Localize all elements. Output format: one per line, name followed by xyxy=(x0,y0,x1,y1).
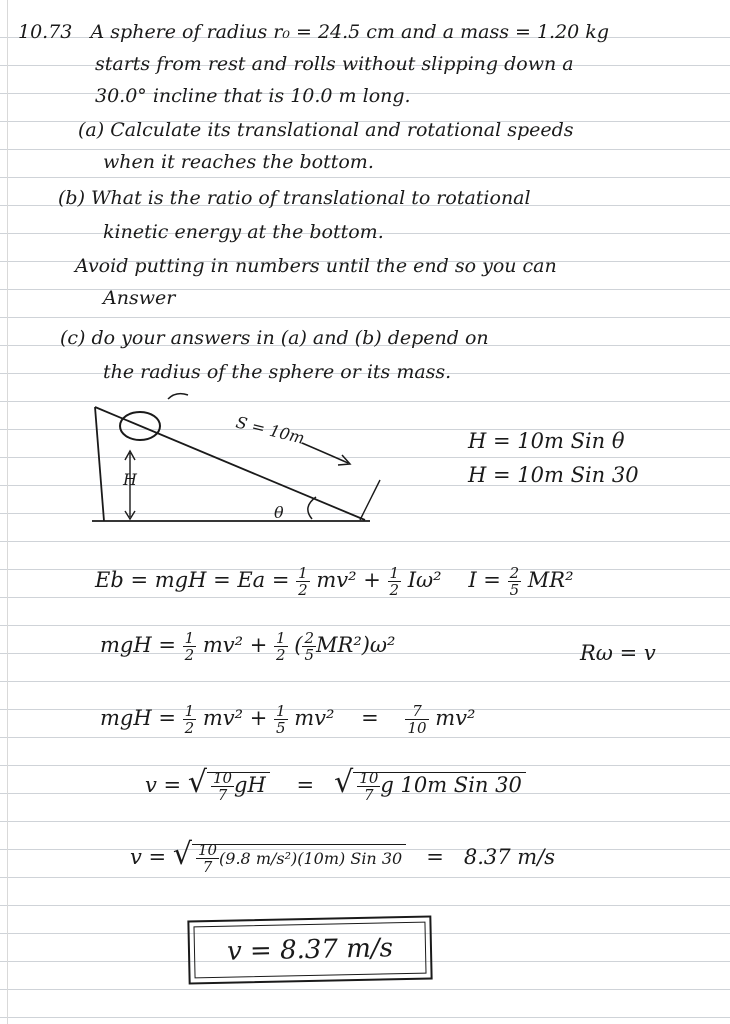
sqrt-body-3 xyxy=(192,841,406,876)
sub-eq-mr: MR²)ω² xyxy=(316,633,396,657)
num-eq-equals: = xyxy=(426,845,444,869)
part-c-line-1: (c) do your answers in (a) and (b) depend on xyxy=(60,327,489,349)
simp-eq-mid2: mv² xyxy=(294,706,335,730)
roll-arrow-icon xyxy=(168,394,188,399)
sqrt-sign-1: √ xyxy=(187,765,207,800)
simplified-equation xyxy=(100,703,475,736)
sqrt-sign-3: √ xyxy=(172,837,192,872)
s-label: S = 10m xyxy=(234,412,307,448)
two-fifths-den: 5 xyxy=(509,581,520,599)
problem-line-3: 30.0° incline that is 10.0 m long. xyxy=(95,85,411,107)
ten-sevenths-1-den: 7 xyxy=(217,786,228,804)
num-eq-left: v = xyxy=(130,845,167,869)
slide-arrow-icon xyxy=(302,443,348,463)
seven-tenths-num: 7 xyxy=(405,703,428,720)
incline-diagram xyxy=(80,385,400,535)
part-a-line-1: (a) Calculate its translational and rotational speeds xyxy=(78,119,574,141)
sub-two-fifths-den: 5 xyxy=(304,646,314,664)
sub-half-1-num: 1 xyxy=(184,629,195,647)
ten-sevenths-1 xyxy=(211,770,234,803)
simp-half-num: 1 xyxy=(184,702,195,720)
velocity-equation xyxy=(145,765,526,804)
part-b-line-1: (b) What is the ratio of translational to rotational xyxy=(58,187,531,209)
incline-surface xyxy=(95,407,365,520)
ten-sevenths-2-den: 7 xyxy=(364,786,374,804)
two-fifths-num: 2 xyxy=(509,564,520,582)
inertia-mr: MR² xyxy=(527,568,574,592)
note-line-1: Avoid putting in numbers until the end so you can xyxy=(75,255,557,277)
energy-eq-left: Eb = mgH = Ea = xyxy=(95,568,297,592)
half-den: 2 xyxy=(298,581,308,599)
simp-fifth xyxy=(274,703,288,736)
seven-tenths-den: 10 xyxy=(407,719,427,737)
sqrt-sign-2: √ xyxy=(334,765,354,800)
h-label: H xyxy=(123,470,137,489)
part-a-line-2: when it reaches the bottom. xyxy=(103,151,374,173)
ten-sevenths-3 xyxy=(196,842,219,875)
half-num-2: 1 xyxy=(389,564,400,582)
simp-half xyxy=(183,703,197,736)
rolling-condition: Rω = v xyxy=(580,641,656,665)
problem-line-1 xyxy=(18,20,609,44)
sub-half-2 xyxy=(274,630,288,663)
vel-eq-gh: gH xyxy=(234,773,266,797)
two-fifths-fraction xyxy=(508,565,522,598)
theta-label: θ xyxy=(274,503,284,522)
seven-tenths xyxy=(405,703,428,736)
answer-box xyxy=(187,915,432,984)
angle-arc xyxy=(308,497,316,519)
problem-line-2: starts from rest and rolls without slipping down a xyxy=(95,53,574,75)
inertia-label: I = xyxy=(468,568,508,592)
half-num: 1 xyxy=(298,564,308,582)
margin-line xyxy=(7,0,8,1024)
sub-two-fifths xyxy=(302,630,316,663)
simp-eq-mid1: mv² + xyxy=(202,706,275,730)
half-fraction xyxy=(296,565,310,598)
incline-tail-mark xyxy=(360,480,380,520)
problem-text-1: A sphere of radius r₀ = 24.5 cm and a mass = 1.20 kg xyxy=(90,21,609,43)
energy-equation xyxy=(95,565,574,598)
sub-half-1 xyxy=(183,630,197,663)
sub-two-fifths-num: 2 xyxy=(304,629,314,647)
num-eq-rest: (9.8 m/s²)(10m) Sin 30 xyxy=(219,849,403,868)
note-line-2: Answer xyxy=(103,287,176,309)
sub-eq-paren: ( xyxy=(294,633,303,657)
sub-eq-mid: mv² + xyxy=(202,633,275,657)
num-eq-result: 8.37 m/s xyxy=(463,845,556,869)
simp-half-den: 2 xyxy=(184,719,195,737)
answer-text: v = 8.37 m/s xyxy=(193,922,426,979)
energy-eq-rotational: Iω² xyxy=(407,568,442,592)
problem-number: 10.73 xyxy=(18,21,73,43)
vel-eq-rest: g 10m Sin 30 xyxy=(380,773,522,797)
substitution-equation xyxy=(100,630,395,663)
part-c-line-2: the radius of the sphere or its mass. xyxy=(103,361,452,383)
ten-sevenths-2 xyxy=(357,770,380,803)
simp-eq-left: mgH = xyxy=(100,706,183,730)
energy-eq-translational: mv² + xyxy=(316,568,388,592)
vel-eq-left: v = xyxy=(145,773,182,797)
half-fraction-2 xyxy=(388,565,402,598)
simp-fifth-den: 5 xyxy=(276,719,286,737)
simp-fifth-num: 1 xyxy=(276,702,286,720)
sub-half-1-den: 2 xyxy=(184,646,195,664)
ten-sevenths-2-num: 10 xyxy=(359,769,379,787)
sub-half-2-num: 1 xyxy=(276,629,286,647)
incline-vertical-side xyxy=(95,407,104,521)
ten-sevenths-1-num: 10 xyxy=(212,769,233,787)
sqrt-body-2 xyxy=(353,769,526,804)
simp-eq-end: mv² xyxy=(435,706,476,730)
ten-sevenths-3-den: 7 xyxy=(202,858,213,876)
simp-eq-equals: = xyxy=(361,706,379,730)
sqrt-body-1 xyxy=(207,769,270,804)
ten-sevenths-3-num: 10 xyxy=(197,841,218,859)
sub-eq-left: mgH = xyxy=(100,633,183,657)
height-equation-2: H = 10m Sin 30 xyxy=(468,463,639,487)
half-den-2: 2 xyxy=(389,581,400,599)
height-equation-1: H = 10m Sin θ xyxy=(468,429,625,453)
numeric-equation xyxy=(130,837,556,876)
sub-half-2-den: 2 xyxy=(276,646,286,664)
part-b-line-2: kinetic energy at the bottom. xyxy=(103,221,384,243)
vel-eq-equals: = xyxy=(296,773,315,797)
